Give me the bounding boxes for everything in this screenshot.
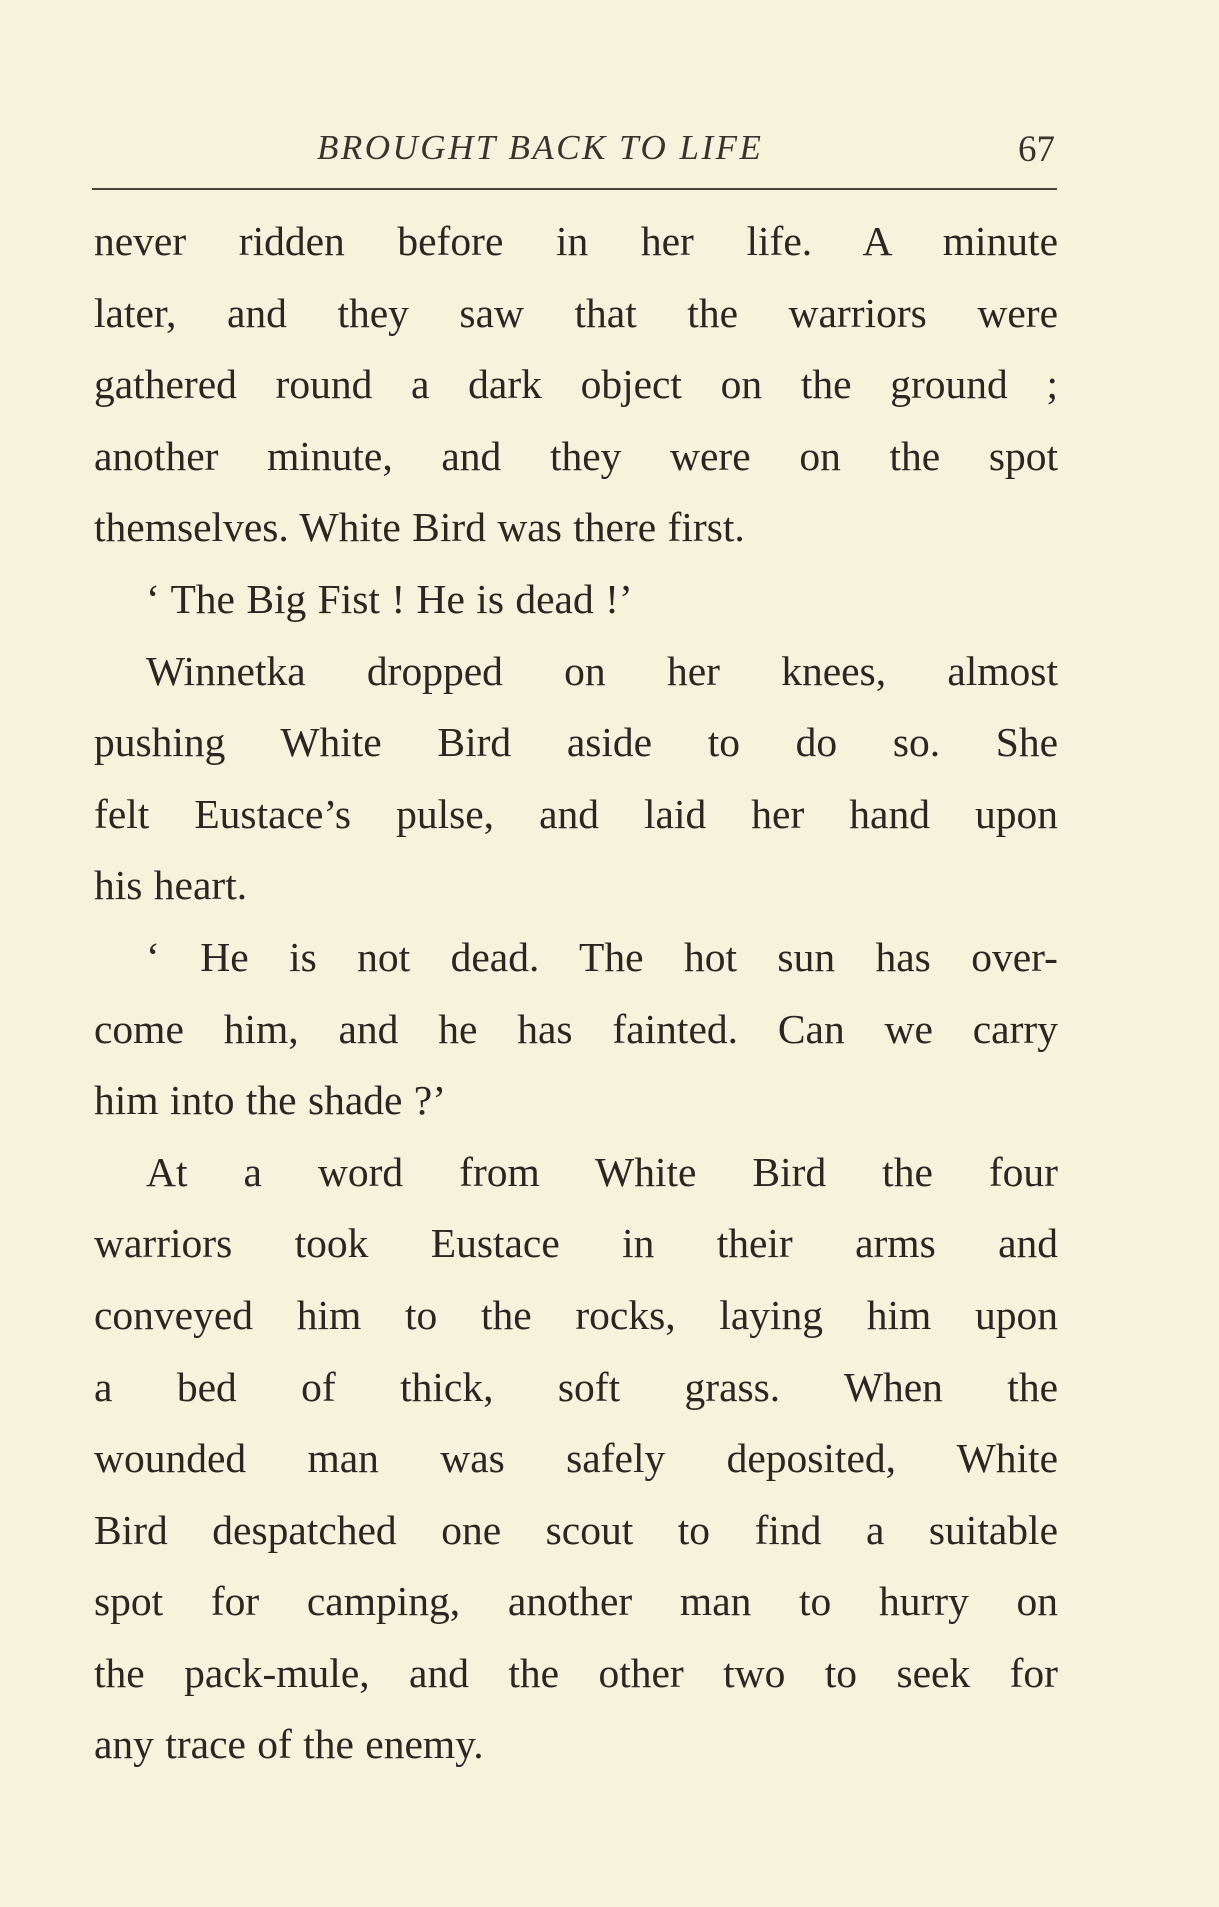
page-number: 67 bbox=[1018, 129, 1055, 170]
text-line: come him, and he has fainted. Can we carry bbox=[94, 1005, 1058, 1052]
text-line: Bird despatched one scout to find a suitable bbox=[94, 1506, 1058, 1553]
text-line: gathered round a dark object on the ground ; bbox=[94, 361, 1058, 408]
text-line: Winnetka dropped on her knees, almost bbox=[146, 647, 1058, 694]
header-rule bbox=[92, 188, 1057, 190]
text-line: his heart. bbox=[94, 862, 248, 909]
text-line: any trace of the enemy. bbox=[94, 1721, 484, 1768]
body-text bbox=[94, 206, 1058, 1781]
text-line: another minute, and they were on the spot bbox=[94, 432, 1058, 479]
running-head bbox=[92, 128, 1057, 172]
running-title: BROUGHT BACK TO LIFE bbox=[317, 128, 764, 167]
text-line: spot for camping, another man to hurry on bbox=[94, 1578, 1058, 1625]
text-line: wounded man was safely deposited, White bbox=[94, 1435, 1058, 1482]
text-line: pushing White Bird aside to do so. She bbox=[94, 719, 1058, 766]
text-line: themselves. White Bird was there first. bbox=[94, 504, 745, 551]
text-line: conveyed him to the rocks, laying him upon bbox=[94, 1291, 1058, 1338]
text-line: him into the shade ?’ bbox=[94, 1077, 447, 1124]
text-line: the pack-mule, and the other two to seek for bbox=[94, 1649, 1058, 1696]
text-line: a bed of thick, soft grass. When the bbox=[94, 1363, 1058, 1410]
text-line: never ridden before in her life. A minute bbox=[94, 218, 1058, 264]
text-line: At a word from White Bird the four bbox=[146, 1148, 1058, 1195]
text-line: later, and they saw that the warriors were bbox=[94, 289, 1058, 336]
text-line: ‘ He is not dead. The hot sun has over- bbox=[146, 933, 1058, 980]
text-line: warriors took Eustace in their arms and bbox=[94, 1220, 1058, 1267]
text-line: felt Eustace’s pulse, and laid her hand upon bbox=[94, 790, 1058, 837]
text-line: ‘ The Big Fist ! He is dead !’ bbox=[146, 575, 633, 622]
